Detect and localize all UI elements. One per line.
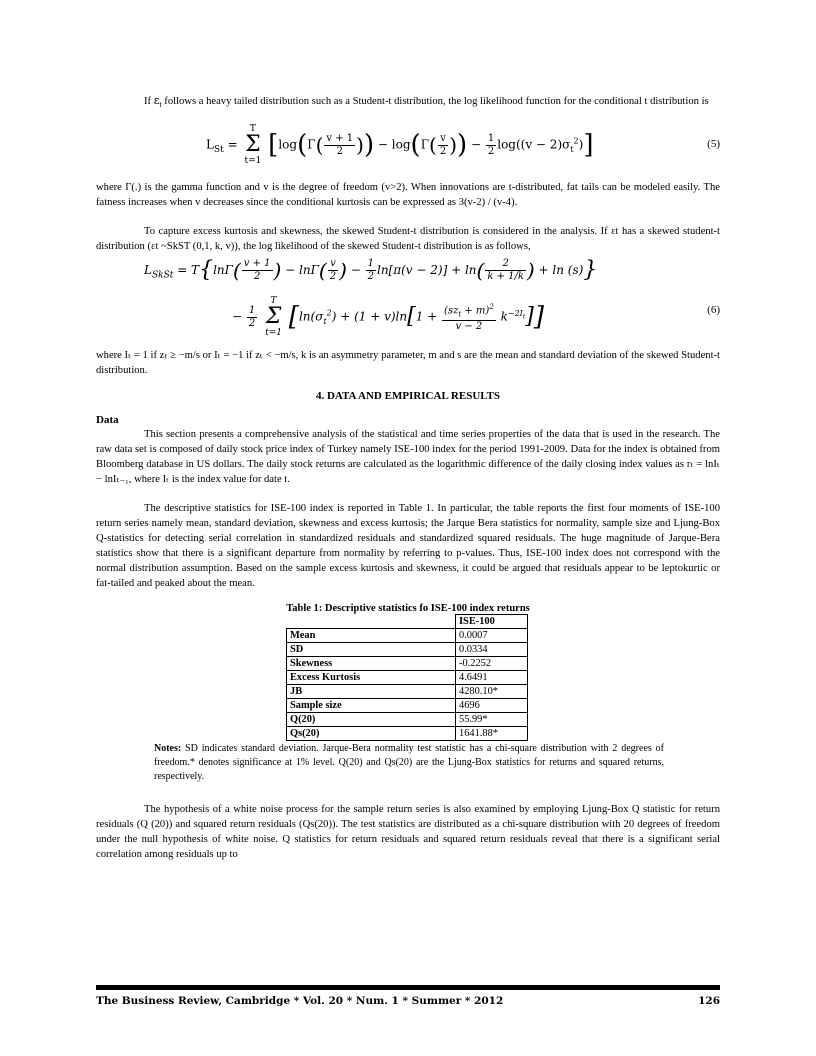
row-value: 4.6491 — [456, 671, 528, 685]
paragraph-descriptive: The descriptive statistics for ISE-100 index is reported in Table 1. In particular, the table reports the first four moments of ISE-100 return series namely mean, standard deviation, skewness and excess kurtosis; the Jarque Bera statistics for normality, sample size and Ljung-Box Q-statistics for detecting serial correlation in standardized residuals and standardized squared residuals. The huge magnitude of Jarque-Bera statistics show that there is a significant departure from normality by referring to p-values. Thus, ISE-100 index does not correspond with the normal distribution assumption. Based on the sample excess kurtosis and skewness, it could be argued that residuals appear to be leptokurtic or fat-tailed and peaked about the mean. — [96, 503, 720, 590]
intro-paragraph: If $\varepsilon_t$ follows a heavy tailed distribution such as a Student-t distribution, the log likelihood function for the conditional t distribution is — [144, 94, 709, 110]
eq6-number: (6) — [707, 304, 720, 317]
row-label: Sample size — [287, 699, 456, 713]
paragraph-asymmetry: where Iₜ = 1 if zₜ ≥ −m/s or Iₜ = −1 if zₜ < −m/s, k is an asymmetry parameter, m and s are the mean and standard deviation of the skewed Student-t distribution. — [96, 350, 720, 377]
row-label: Qs(20) — [287, 727, 456, 741]
equation-6: $L_{SkSt} = T\{\ln\Gamma$( $\frac{v + 1}{2}$ ) − lnΓ( $\frac{v}{2}$ ) − $\frac{1}{2}$ ln[π(v − 2)] + ln( $\frac{2}{k + 1/k}$ ) + ln (s)} − $\frac{1}{2}$ T Σ t=1 [$\ln(\sigma_t^2) + (1 + v)\ln[1$ + $\frac{(sz_t + m)^2}{v - 2}$ $k^{-2I_t}$]] (6) — [144, 257, 720, 339]
paragraph-skewed-t: To capture excess kurtosis and skewness, the skewed Student-t distribution is considered in the analysis. If εt has a skewed student-t distribution (εt ~SkST (0,1, k, v)), the log likelihood of the skewed Student-t distribution is as follows, — [96, 226, 720, 253]
table-row — [287, 685, 528, 699]
notes-label: Notes: — [154, 743, 182, 755]
row-value: 55.99* — [456, 713, 528, 727]
table-row — [287, 643, 528, 657]
row-value: 4280.10* — [456, 685, 528, 699]
row-label: Skewness — [287, 657, 456, 671]
row-value: 1641.88* — [456, 727, 528, 741]
row-label: JB — [287, 685, 456, 699]
section-heading: 4. DATA AND EMPIRICAL RESULTS — [315, 390, 501, 403]
row-label: SD — [287, 643, 456, 657]
table-row — [287, 699, 528, 713]
eq5-number: (5) — [707, 138, 720, 151]
paragraph-gamma: where Γ(.) is the gamma function and v is the degree of freedom (v>2). When innovations are t-distributed, fat tails can be modeled easily. The fatness increases when v decreases since the conditional kurtosis can be expressed as 3(v-2) / (v-4). — [96, 182, 720, 209]
table-row — [287, 727, 528, 741]
footer-journal: The Business Review, Cambridge * Vol. 20 * Num. 1 * Summer * 2012 — [96, 995, 504, 1007]
table-caption: Table 1: Descriptive statistics fo ISE-100 index returns — [286, 603, 530, 615]
row-label: Q(20) — [287, 713, 456, 727]
footer-rule — [96, 985, 720, 990]
table-row — [287, 657, 528, 671]
row-value: 0.0007 — [456, 629, 528, 643]
paragraph-data: This section presents a comprehensive analysis of the statistical and time series properties of the data that is used in the research. The raw data set is composed of daily stock price index of Turkey namely ISE-100 index for the period 1991-2009. Data for the index is obtained from Bloomberg database in US dollars. The daily stock returns are calculated as the logarithmic difference of the daily closing index values as rₜ = lnIₜ − lnIₜ₋₁, where Iₜ is the index value for date t. — [96, 429, 720, 486]
table-row — [287, 629, 528, 643]
footer-page-number: 126 — [698, 995, 720, 1007]
row-value: 0.0334 — [456, 643, 528, 657]
descriptive-stats-table — [286, 614, 528, 741]
column-header: ISE-100 — [456, 615, 528, 629]
table-corner-cell — [287, 615, 456, 629]
table-notes — [154, 742, 664, 784]
eq5-lhs: L — [206, 137, 214, 152]
data-heading: Data — [96, 414, 119, 427]
row-label: Mean — [287, 629, 456, 643]
table-header-row — [287, 615, 528, 629]
page-body — [96, 93, 720, 862]
equation-5: $L_{St} = T$ Σ t=1 [log(Γ( $\frac{v + 1}{2}$ )) − log(Γ( $\frac{v}{2}$ )) − $\frac{1}{2}$ $\log((v - 2)\sigma_t^2)$] (5) — [206, 124, 720, 167]
table-row — [287, 671, 528, 685]
paragraph-white-noise: The hypothesis of a white noise process for the sample return series is also examined by employing Ljung-Box Q statistic for return residuals (Q (20)) and squared return residuals (Qs(20)). The test statistics are distributed as a chi-square distribution with 20 degrees of freedom under the null hypothesis of white noise. Q statistics for return residuals and squared return residuals reveal that there is a significant serial correlation among residuals up to — [96, 804, 720, 861]
notes-text: SD indicates standard deviation. Jarque-Bera normality test statistic has a chi-square distribution with 2 degrees of freedom.* denotes significance at 1% level. Q(20) and Qs(20) are the Ljung-Box statistics for returns and squared returns, respectively. — [154, 743, 664, 783]
row-label: Excess Kurtosis — [287, 671, 456, 685]
table-row — [287, 713, 528, 727]
row-value: -0.2252 — [456, 657, 528, 671]
row-value: 4696 — [456, 699, 528, 713]
